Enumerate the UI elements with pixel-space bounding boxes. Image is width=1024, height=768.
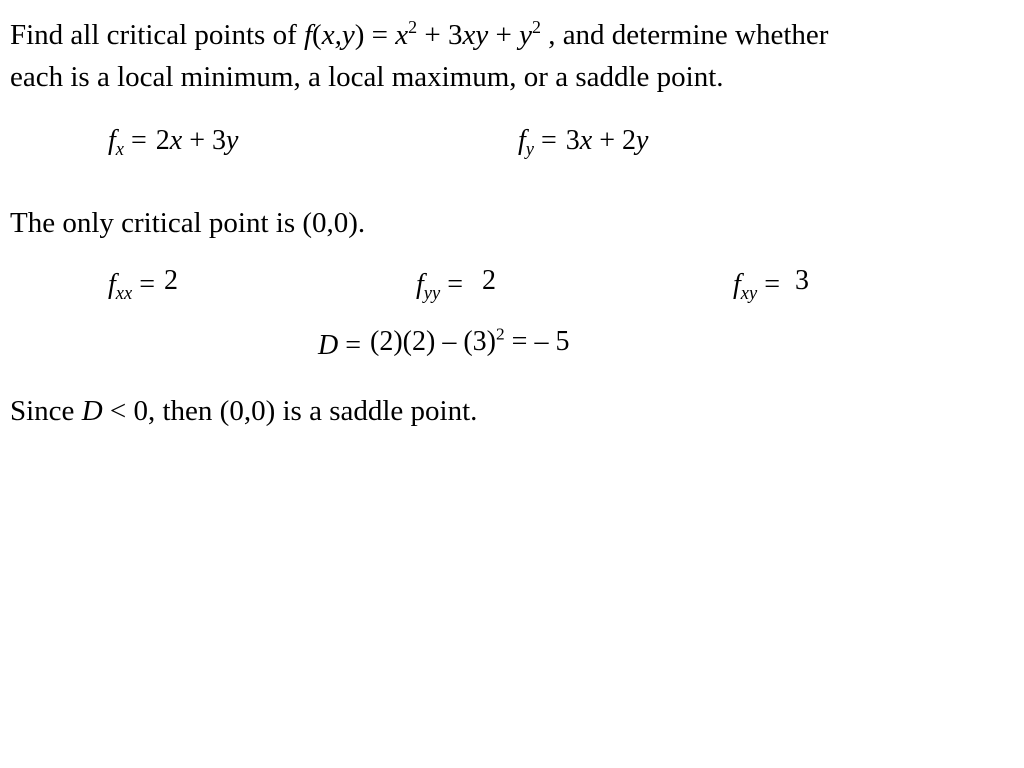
subscript: y	[525, 139, 534, 160]
equals-sign: =	[139, 269, 155, 300]
conclusion-text	[10, 397, 477, 426]
partial-fxx	[108, 265, 178, 304]
function-args: x,y	[321, 19, 355, 51]
value: 2	[481, 265, 496, 296]
coefficient: 2	[155, 125, 170, 156]
partial-fx	[108, 125, 239, 160]
critical-point-text: The only critical point is (0,0).	[10, 207, 366, 239]
subscript: xy	[740, 283, 758, 304]
equals-sign: =	[540, 125, 557, 156]
conclusion-start: Since	[10, 395, 82, 427]
equals-sign: =	[764, 269, 780, 300]
f-symbol: f	[518, 125, 526, 156]
partial-fxy	[733, 265, 809, 304]
f-symbol: f	[108, 269, 116, 300]
subscript: xx	[115, 283, 133, 304]
partial-fyy	[416, 265, 496, 304]
exponent: 2	[495, 324, 505, 344]
coefficient: 3	[565, 125, 580, 156]
operator: + 2	[592, 125, 637, 156]
subscript: x	[115, 139, 124, 160]
expr-result: = – 5	[504, 326, 570, 357]
f-symbol: f	[416, 269, 424, 300]
discriminant-expression	[370, 326, 569, 357]
operator: + 3	[182, 125, 227, 156]
term-xy: xy	[462, 19, 489, 51]
plus-sign: +	[488, 19, 520, 51]
function-name: f	[303, 19, 313, 51]
problem-tail: , and determine whether	[540, 19, 829, 51]
variable: y	[226, 125, 239, 156]
conclusion-end: < 0, then (0,0) is a saddle point.	[102, 395, 478, 427]
d-symbol: D	[318, 330, 339, 361]
value: 3	[794, 265, 809, 296]
equals-sign: =	[130, 125, 147, 156]
expr-start: (2)(2) – (3)	[370, 326, 496, 357]
d-symbol: D	[81, 395, 103, 427]
problem-line-1: Find all critical points of $f(x,y) = x^2 + 3xy + y^2$ , and determine whether	[10, 16, 829, 51]
variable: x	[169, 125, 183, 156]
value: 2	[163, 265, 178, 296]
variable: x	[579, 125, 593, 156]
exponent: 2	[408, 16, 418, 37]
partial-fy	[518, 125, 649, 160]
term-x: x	[395, 19, 409, 51]
problem-line-2: each is a local minimum, a local maximum, or a saddle point.	[10, 61, 724, 93]
equals-sign: =	[364, 19, 396, 51]
equals-sign: =	[447, 269, 463, 300]
variable: y	[636, 125, 649, 156]
f-symbol: f	[108, 125, 116, 156]
problem-intro: Find all critical points of	[10, 19, 304, 51]
exponent: 2	[531, 16, 541, 37]
term-y: y	[519, 19, 532, 51]
discriminant	[318, 324, 570, 361]
equals-sign: =	[345, 330, 362, 361]
subscript: yy	[423, 283, 441, 304]
plus-coef: + 3	[417, 19, 463, 51]
f-symbol: f	[733, 269, 741, 300]
